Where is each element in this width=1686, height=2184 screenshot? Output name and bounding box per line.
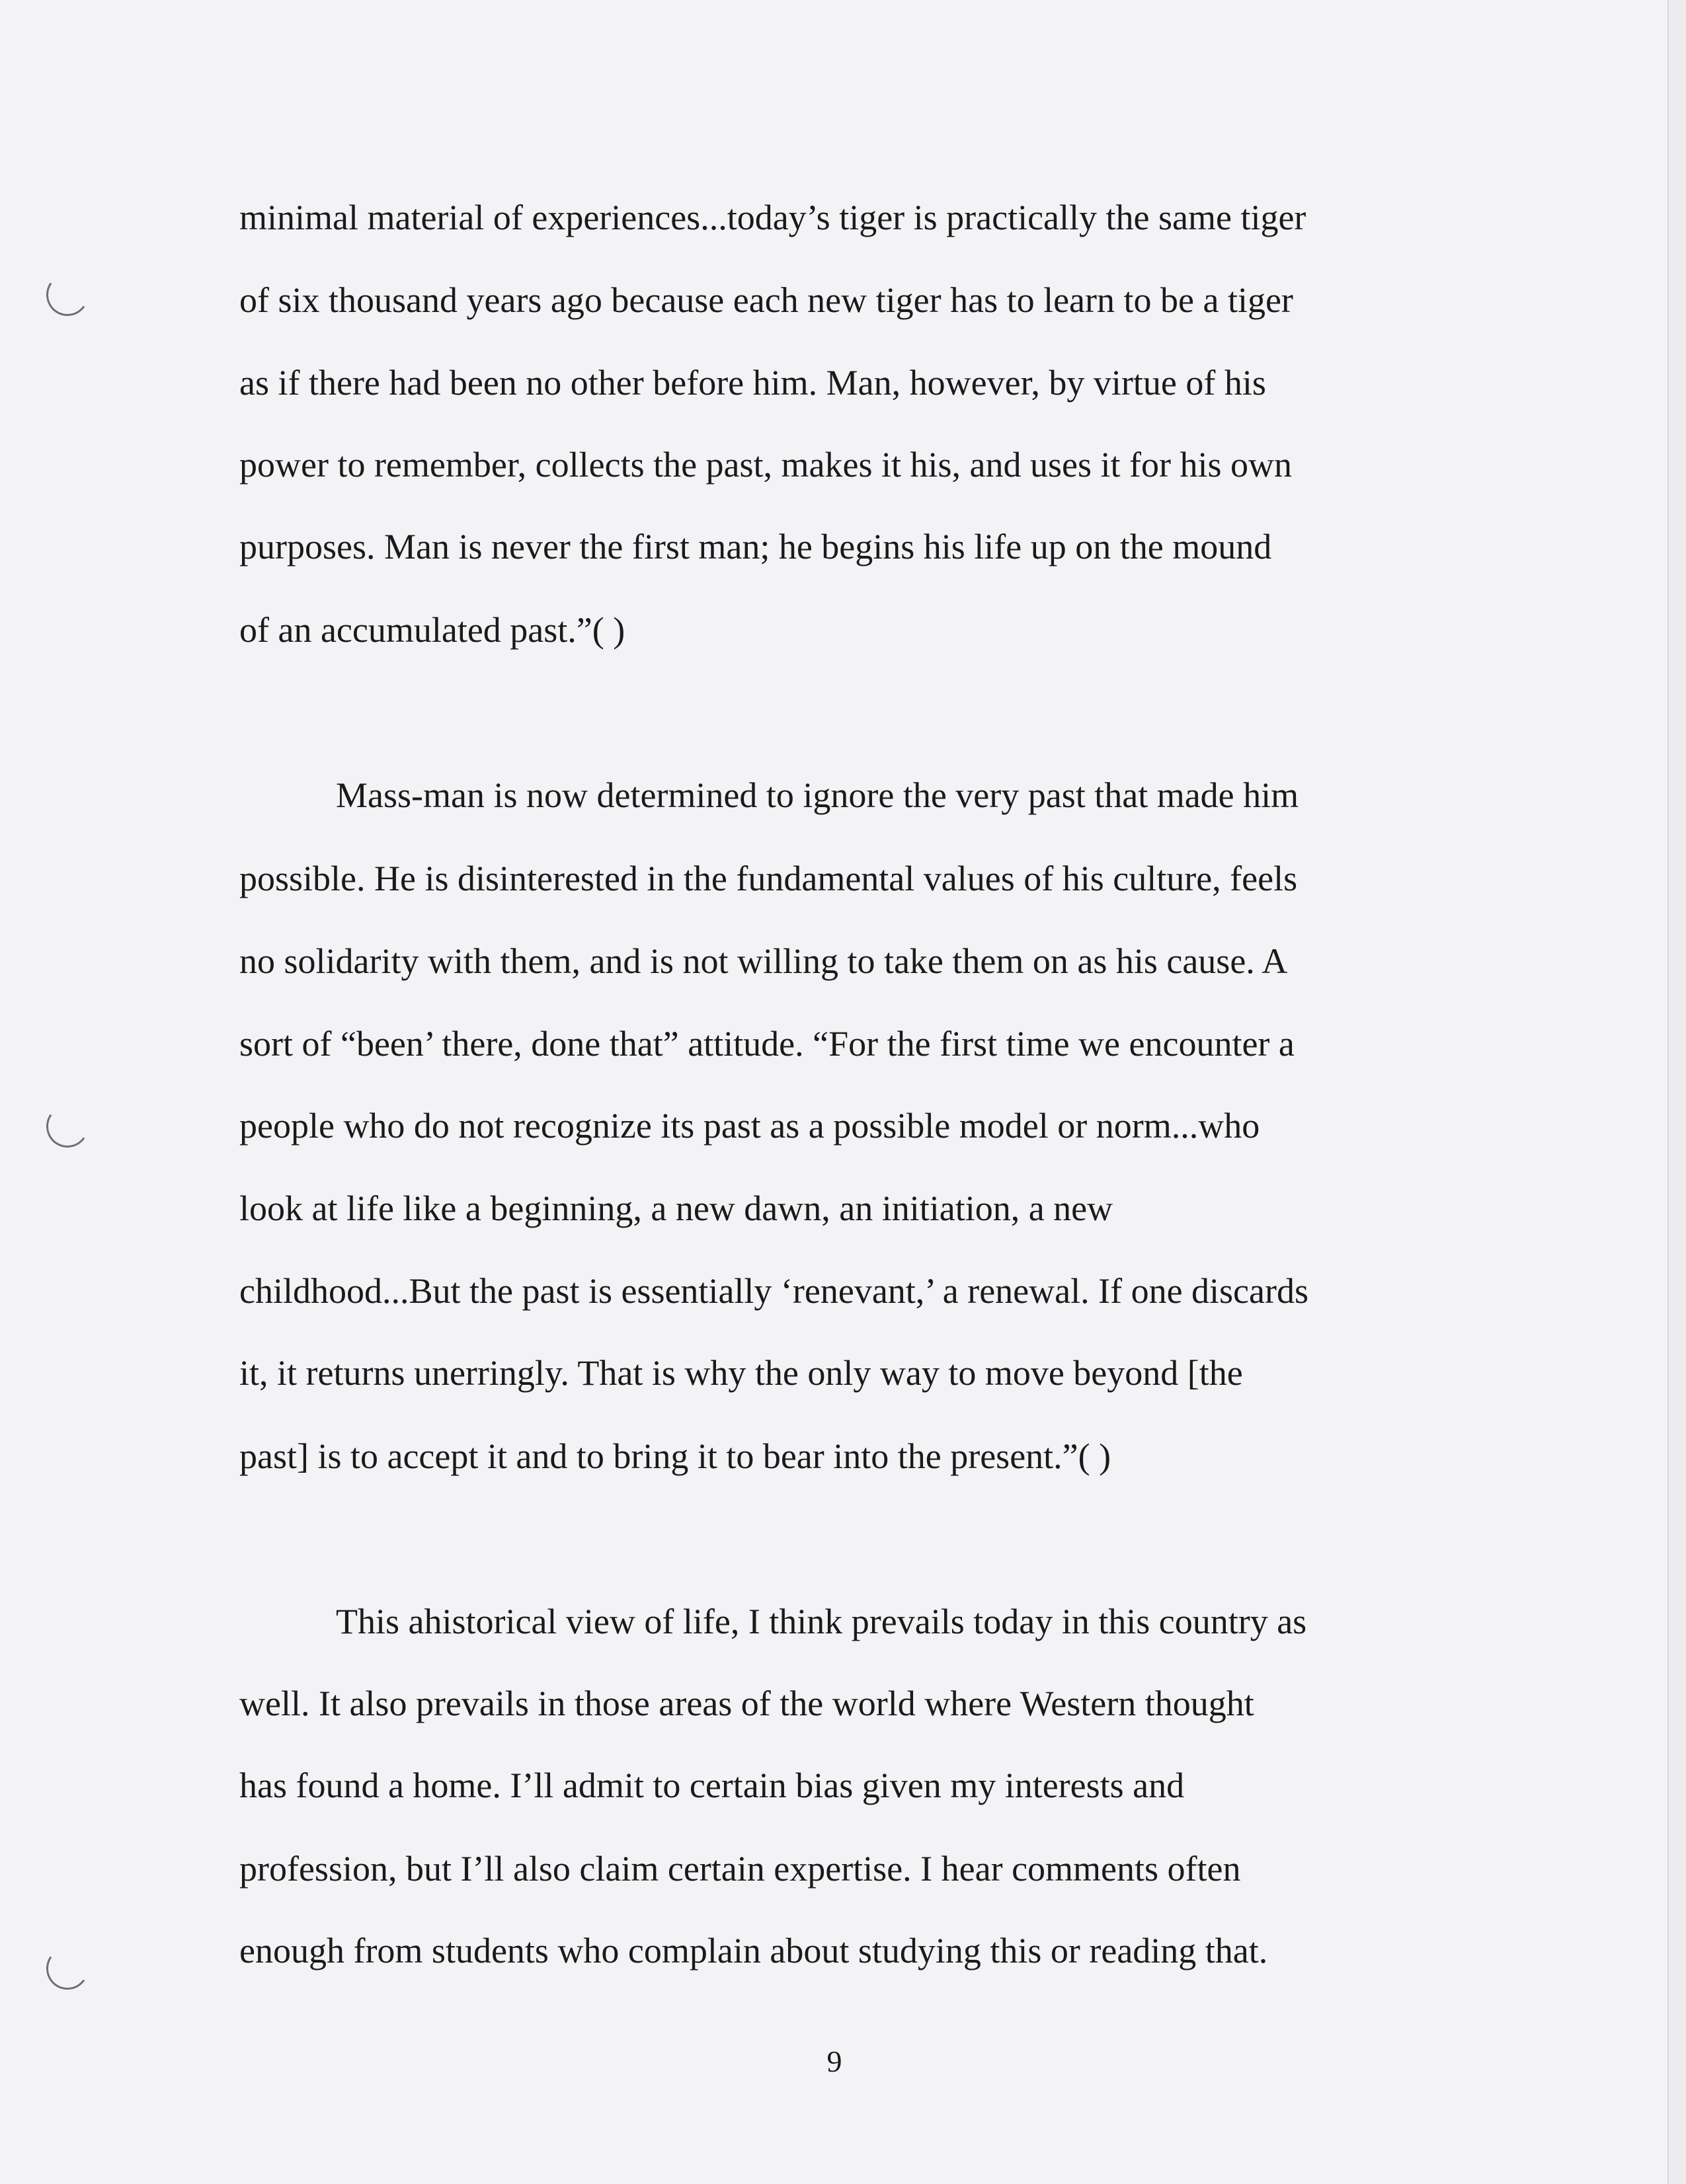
text-line: well. It also prevails in those areas of the world where Western thought — [239, 1684, 1254, 1723]
text-line: possible. He is disinterested in the fundamental values of his culture, feels — [239, 859, 1298, 898]
text-line: of an accumulated past.”( ) — [239, 610, 625, 650]
text-line: This ahistorical view of life, I think prevails today in this country as — [336, 1602, 1307, 1641]
text-line: past] is to accept it and to bring it to bear into the present.”( ) — [239, 1436, 1111, 1476]
text-line: profession, but I’ll also claim certain expertise. I hear comments often — [239, 1849, 1241, 1889]
text-line: minimal material of experiences...today’s tiger is practically the same tiger — [239, 198, 1306, 237]
page-number: 9 — [826, 2045, 842, 2078]
text-line: it, it returns unerringly. That is why the only way to move beyond [the — [239, 1353, 1243, 1393]
punch-hole-bottom — [43, 1944, 92, 1993]
text-line: has found a home. I’ll admit to certain bias given my interests and — [239, 1766, 1185, 1805]
punch-hole-top — [43, 270, 92, 319]
text-line: sort of “been’ there, done that” attitude. “For the first time we encounter a — [239, 1024, 1295, 1064]
text-line: childhood...But the past is essentially ‘renevant,’ a renewal. If one discards — [239, 1271, 1308, 1311]
text-line: power to remember, collects the past, makes it his, and uses it for his own — [239, 445, 1292, 485]
text-line: look at life like a beginning, a new dawn, an initiation, a new — [239, 1189, 1113, 1228]
page-edge — [1669, 0, 1686, 2184]
text-line: no solidarity with them, and is not willing to take them on as his cause. A — [239, 941, 1288, 981]
text-line: Mass-man is now determined to ignore the very past that made him — [336, 775, 1299, 815]
text-line: enough from students who complain about studying this or reading that. — [239, 1931, 1268, 1970]
punch-hole-middle — [43, 1102, 92, 1151]
text-line: purposes. Man is never the first man; he begins his life up on the mound — [239, 527, 1272, 566]
text-line: of six thousand years ago because each new tiger has to learn to be a tiger — [239, 280, 1293, 320]
text-line: people who do not recognize its past as a possible model or norm...who — [239, 1106, 1260, 1146]
text-line: as if there had been no other before him. Man, however, by virtue of his — [239, 363, 1266, 403]
